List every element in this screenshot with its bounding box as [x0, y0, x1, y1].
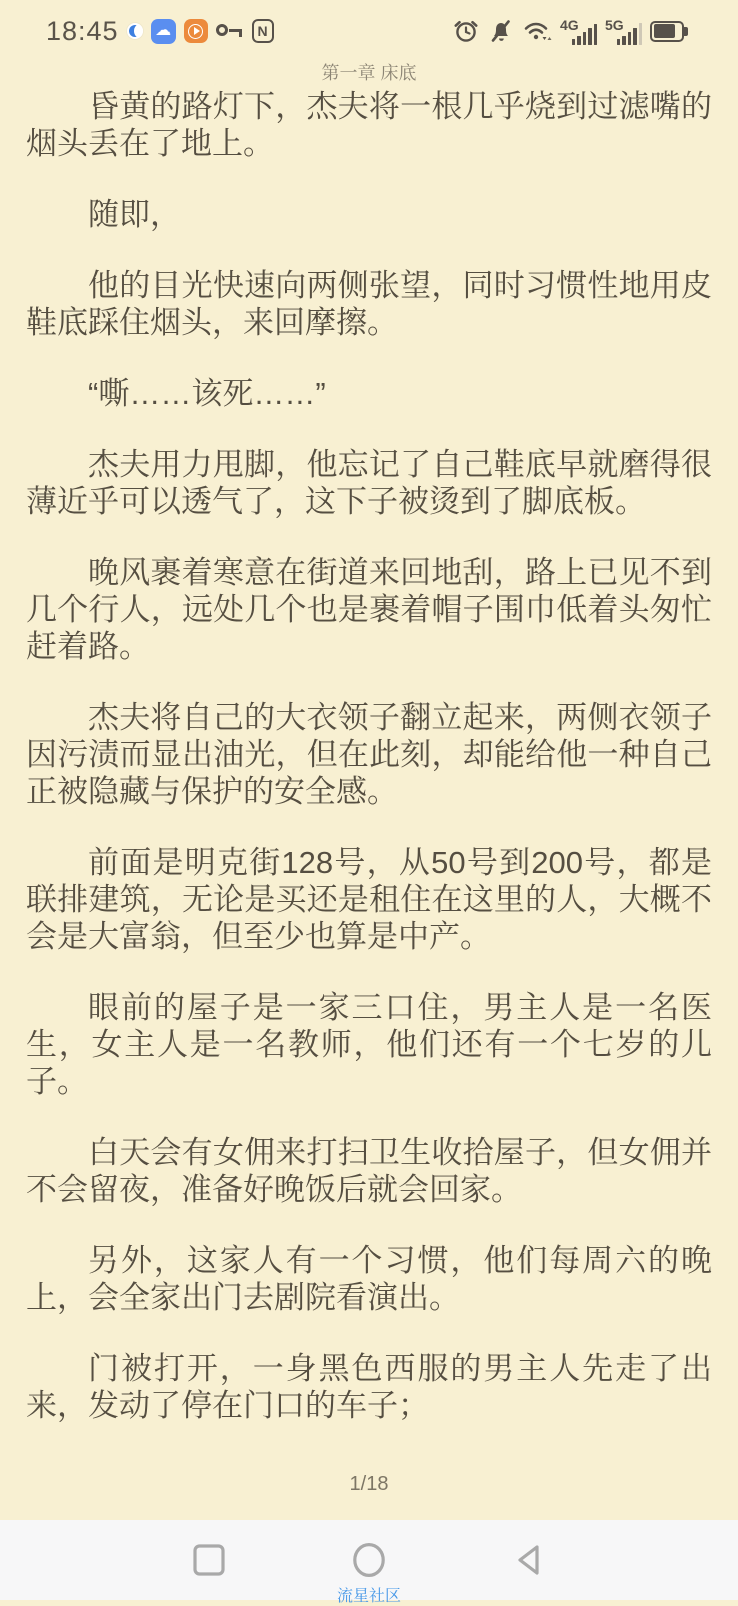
key-icon — [216, 22, 244, 40]
wifi-icon — [522, 17, 552, 45]
page-indicator: 1/18 — [349, 1473, 389, 1495]
paragraph: 晚风裹着寒意在街道来回地刮，路上已见不到几个行人，远处几个也是裹着帽子围巾低着头匆忙赶着路。 — [26, 555, 712, 664]
paragraph: 门被打开，一身黑色西服的男主人先走了出来，发动了停在门口的车子； — [26, 1351, 712, 1423]
alarm-clock-icon — [452, 17, 480, 45]
battery-icon — [650, 21, 690, 42]
paragraph: 白天会有女佣来打扫卫生收拾屋子，但女佣并不会留夜，准备好晚饭后就会回家。 — [26, 1135, 712, 1207]
back-button[interactable] — [512, 1543, 546, 1577]
status-bar-right — [452, 17, 690, 46]
paragraph: 杰夫将自己的大衣领子翻立起来，两侧衣领子因污渍而显出油光，但在此刻，却能给他一种自己正被隐藏与保护的安全感。 — [26, 700, 712, 809]
status-bar — [0, 0, 738, 58]
play-triangle-icon — [194, 27, 200, 35]
home-circle-icon — [352, 1542, 386, 1578]
clock-time: 18:45 — [46, 15, 119, 46]
play-ring — [188, 24, 203, 39]
reader-page[interactable] — [26, 88, 712, 1458]
chapter-title: 第一章 床底 — [321, 63, 417, 83]
paragraph: 随即， — [88, 197, 181, 232]
cloud-app-icon: ☁ — [151, 19, 176, 44]
nfc-icon: N — [252, 19, 274, 43]
notifications-muted-icon — [488, 17, 514, 45]
signal-4g — [560, 17, 597, 46]
recents-button[interactable] — [192, 1543, 226, 1577]
crescent-icon — [127, 23, 143, 39]
paragraph: 前面是明克街128号，从50号到200号，都是联排建筑，无论是买还是租住在这里的人，大概不会是大富翁，但至少也算是中产。 — [26, 845, 712, 954]
paragraph: 另外，这家人有一个习惯，他们每周六的晚上，会全家出门去剧院看演出。 — [26, 1243, 712, 1315]
paragraph: 昏黄的路灯下，杰夫将一根几乎烧到过滤嘴的烟头丢在了地上。 — [26, 89, 712, 161]
signal-bars-5g — [617, 23, 643, 45]
paragraph: “嘶……该死……” — [88, 376, 326, 411]
home-button[interactable] — [352, 1543, 386, 1577]
signal-5g — [605, 17, 642, 46]
community-link[interactable]: 流星社区 — [336, 1588, 401, 1605]
back-triangle-icon — [512, 1542, 546, 1578]
paragraph: 眼前的屋子是一家三口住，男主人是一名医生，女主人是一名教师，他们还有一个七岁的儿子。 — [26, 990, 712, 1099]
paragraph: 他的目光快速向两侧张望，同时习惯性地用皮鞋底踩住烟头，来回摩擦。 — [26, 268, 712, 340]
signal-bars-4g — [572, 24, 598, 45]
paragraph: 杰夫用力甩脚，他忘记了自己鞋底早就磨得很薄近乎可以透气了，这下子被烫到了脚底板。 — [26, 447, 712, 519]
network-4g-label: 4G — [560, 16, 579, 33]
recents-square-icon — [192, 1543, 226, 1577]
play-app-icon — [184, 19, 208, 43]
network-5g-label: 5G — [605, 16, 624, 33]
status-bar-left — [46, 16, 274, 47]
